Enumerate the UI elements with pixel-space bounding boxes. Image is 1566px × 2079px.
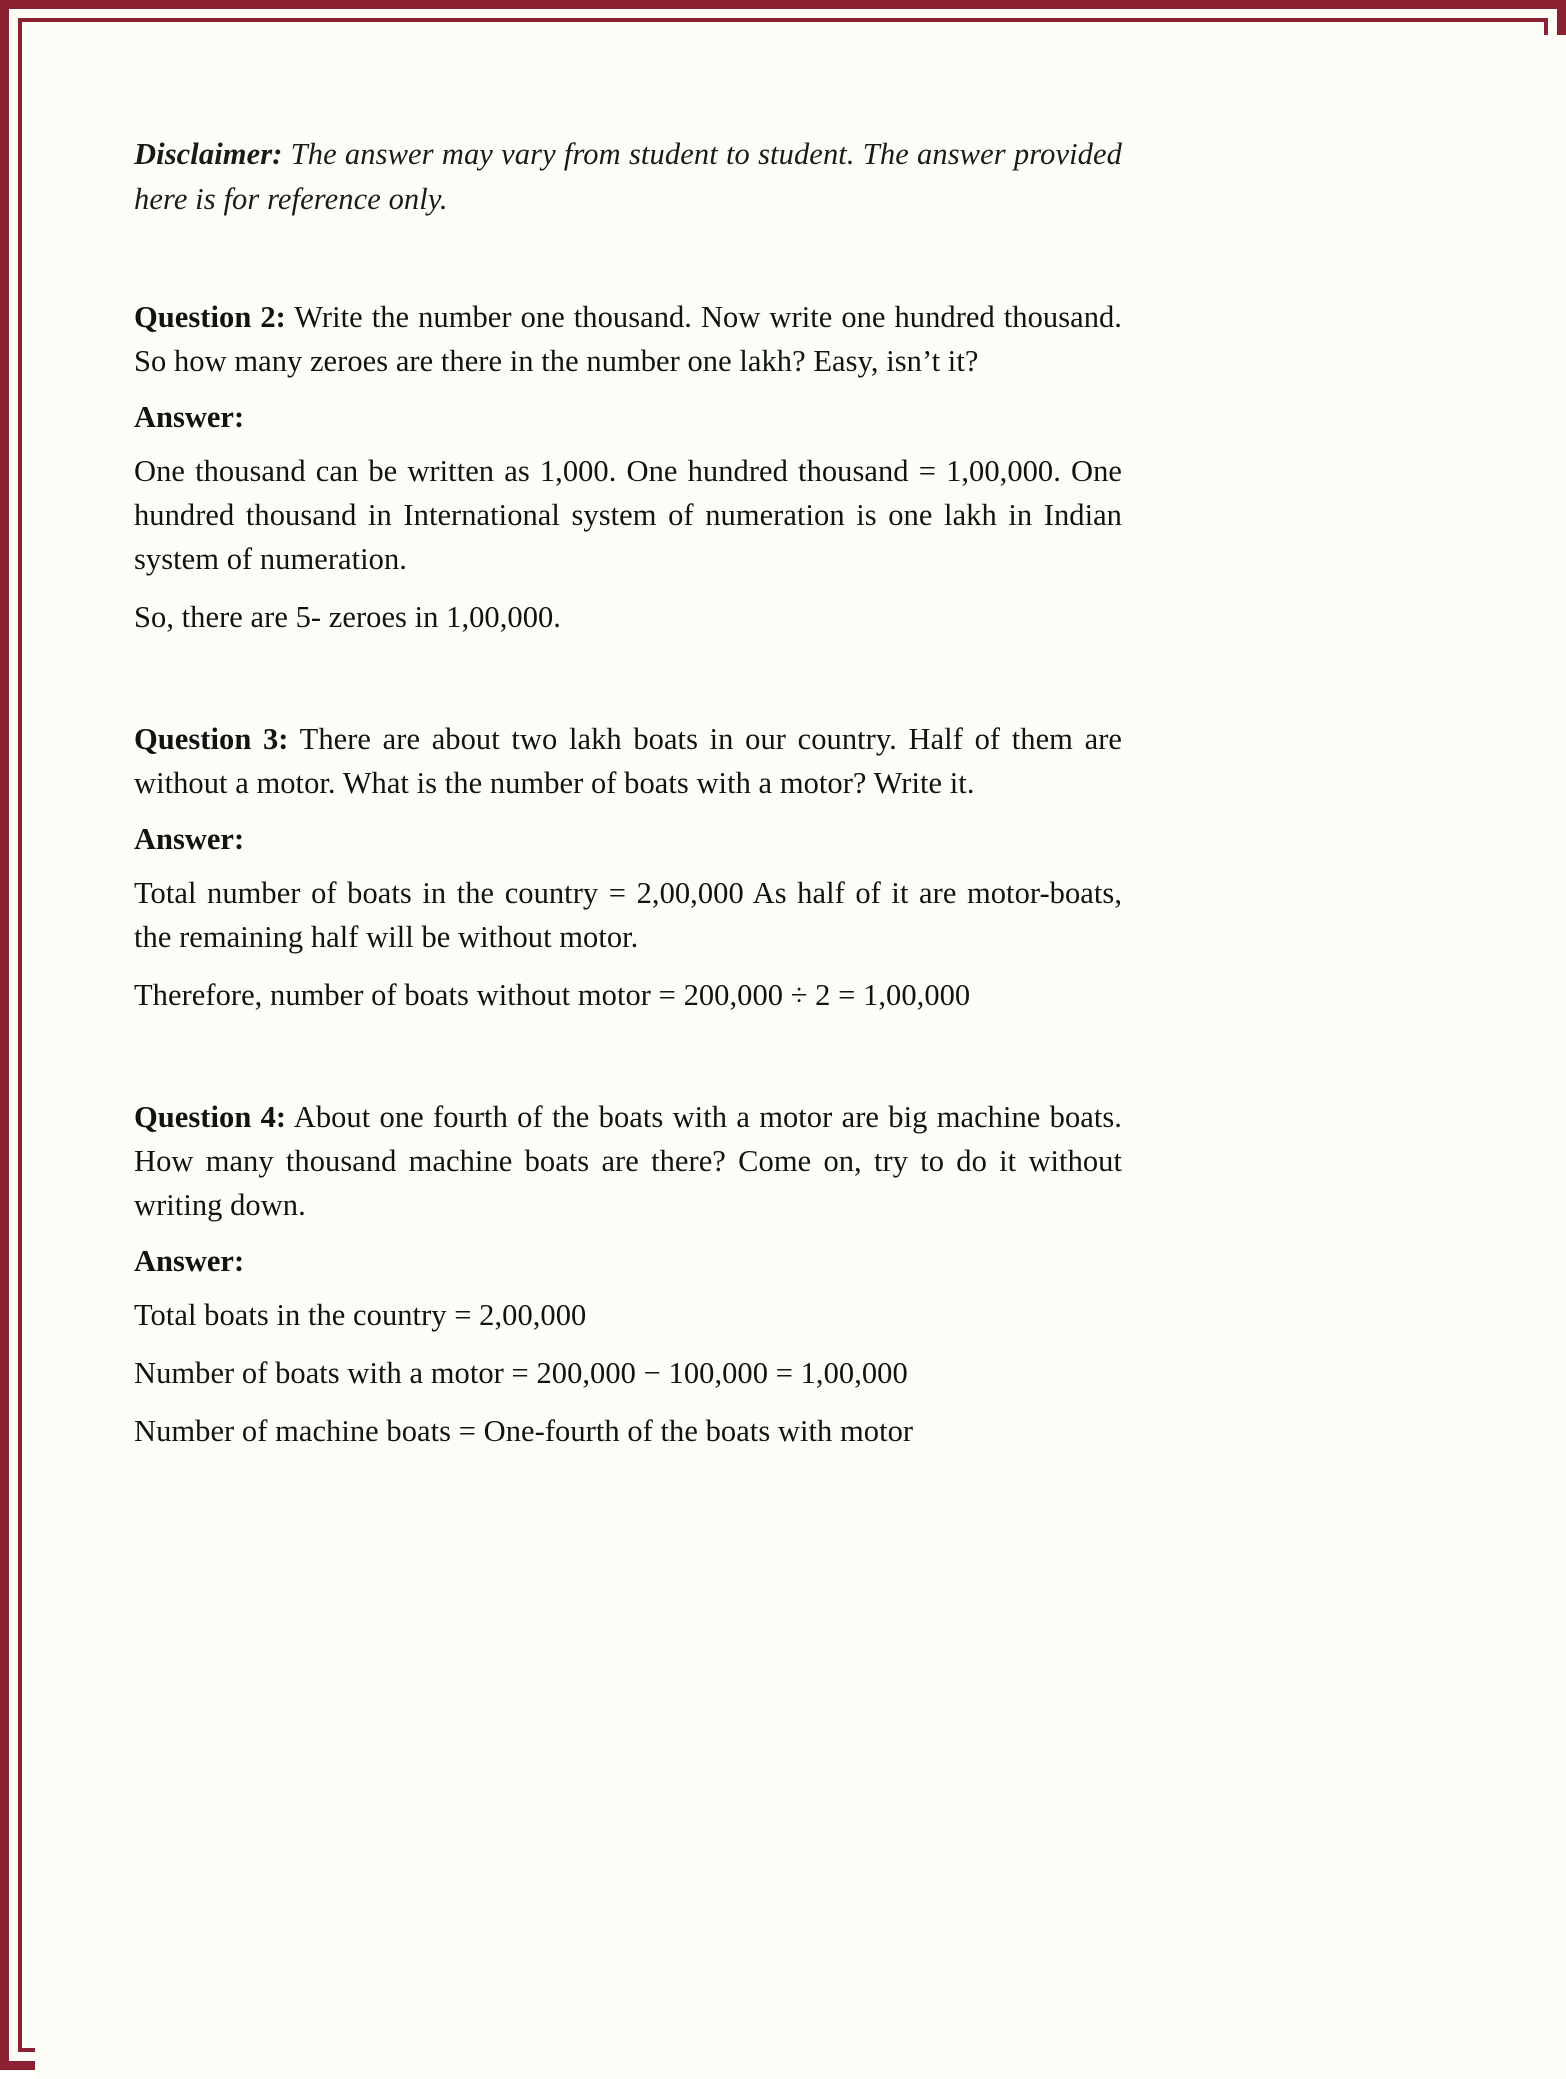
- spacer: [134, 861, 1122, 871]
- question-2-body: Write the number one thousand. Now write one hundred thousand. So how many zeroes are there in the number one lakh? Easy, isn’t it?: [134, 300, 1122, 378]
- spacer: [134, 1337, 1122, 1351]
- question-block-3: [134, 717, 1122, 1017]
- disclaimer-label: Disclaimer:: [134, 137, 283, 171]
- spacer: [134, 639, 1122, 717]
- question-4-body: About one fourth of the boats with a motor are big machine boats. How many thousand machine boats are there? Come on, try to do it without writing down.: [134, 1100, 1122, 1222]
- spacer: [134, 805, 1122, 817]
- answer-2-paragraph-1: One thousand can be written as 1,000. One hundred thousand = 1,00,000. One hundred thousand in International system of numeration is one lakh in Indian system of numeration.: [134, 454, 1122, 576]
- answer-4-paragraph-2: Number of boats with a motor = 200,000 − 100,000 = 1,00,000: [134, 1356, 908, 1390]
- spacer: [134, 1227, 1122, 1239]
- spacer: [134, 439, 1122, 449]
- question-3-text: [134, 717, 1122, 805]
- question-block-4: [134, 1095, 1122, 1453]
- page-border-inner: [18, 18, 1548, 2052]
- spacer: [134, 1283, 1122, 1293]
- question-block-2: [134, 295, 1122, 639]
- question-3-body: There are about two lakh boats in our country. Half of them are without a motor. What is the number of boats with a motor? Write it.: [134, 722, 1122, 800]
- answer-label-3: Answer:: [134, 822, 245, 856]
- spacer: [134, 383, 1122, 395]
- document-paper: [35, 35, 1566, 2079]
- answer-2-paragraph-2: So, there are 5- zeroes in 1,00,000.: [134, 600, 561, 634]
- spacer: [134, 1395, 1122, 1409]
- answer-3-paragraph-2: Therefore, number of boats without motor = 200,000 ÷ 2 = 1,00,000: [134, 978, 971, 1012]
- document-content: [134, 35, 1122, 1453]
- spacer: [134, 959, 1122, 973]
- question-4-text: [134, 1095, 1122, 1227]
- question-2-text: [134, 295, 1122, 383]
- question-2-label: Question 2:: [134, 300, 286, 334]
- disclaimer-paragraph: [134, 35, 1122, 222]
- spacer: [134, 581, 1122, 595]
- question-3-label: Question 3:: [134, 722, 289, 756]
- answer-3-paragraph-1: Total number of boats in the country = 2,00,000 As half of it are motor-boats, the remaining half will be without motor.: [134, 876, 1122, 954]
- question-4-label: Question 4:: [134, 1100, 287, 1134]
- answer-label-2: Answer:: [134, 400, 245, 434]
- answer-label-4: Answer:: [134, 1244, 245, 1278]
- disclaimer-text: The answer may vary from student to student. The answer provided here is for reference only.: [134, 137, 1122, 216]
- answer-4-paragraph-1: Total boats in the country = 2,00,000: [134, 1298, 587, 1332]
- answer-4-paragraph-3: Number of machine boats = One-fourth of the boats with motor: [134, 1414, 914, 1448]
- spacer: [134, 1017, 1122, 1095]
- spacer: [134, 222, 1122, 295]
